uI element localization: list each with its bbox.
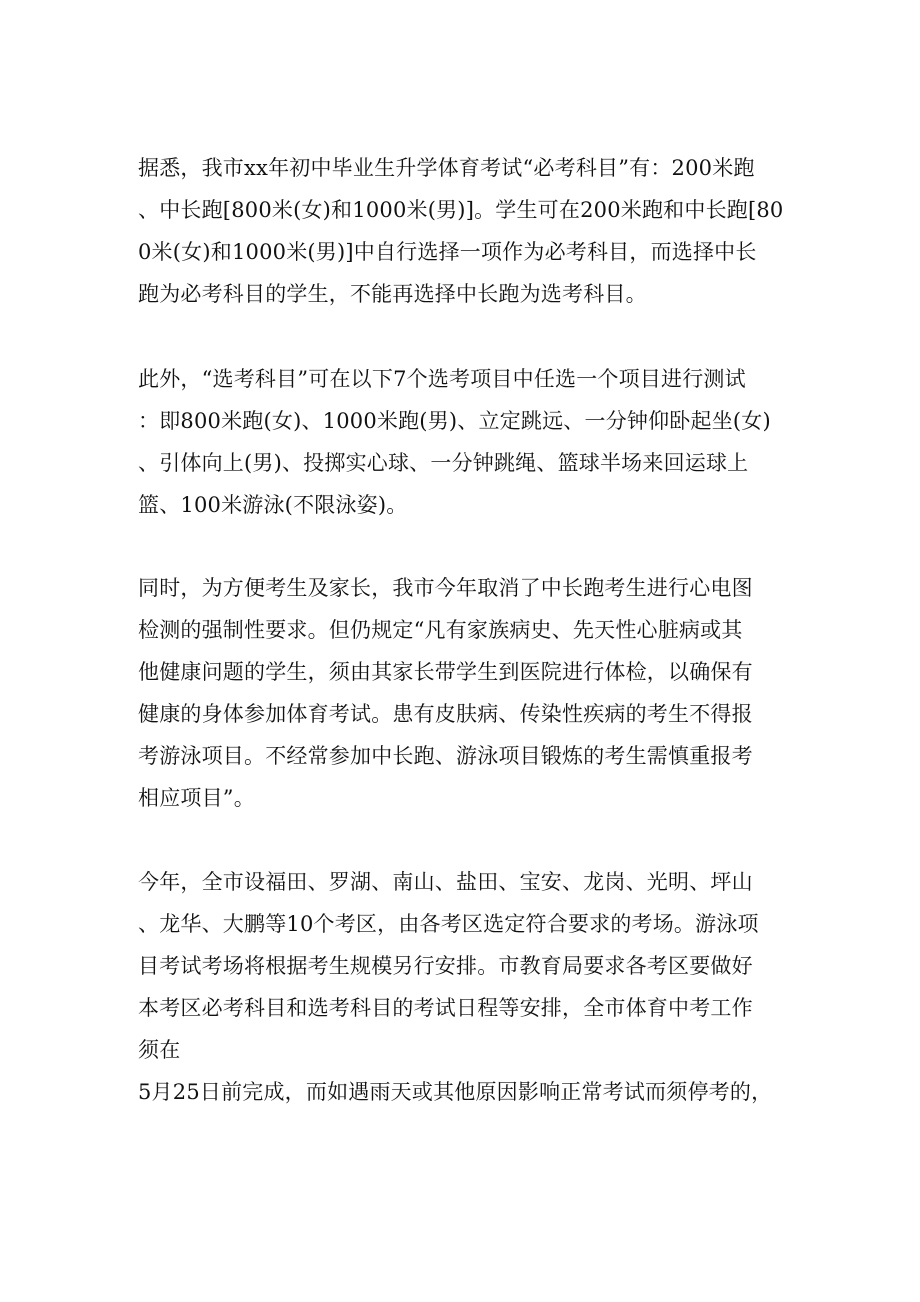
text-line: 0米(女)和1000米(男)]中自行选择一项作为必考科目，而选择中长	[138, 240, 757, 264]
text-line: 考游泳项目。不经常参加中长跑、游泳项目锻炼的考生需慎重报考	[138, 744, 753, 768]
text-line: 据悉，我市xx年初中毕业生升学体育考试“必考科目”有：200米跑	[138, 156, 755, 180]
text-line: 、引体向上(男)、投掷实心球、一分钟跳绳、篮球半场来回运球上	[138, 451, 749, 475]
paragraph-elective-subjects	[138, 358, 783, 526]
text-line: 他健康问题的学生，须由其家长带学生到医院进行体检，以确保有	[138, 660, 753, 684]
text-line: ：即800米跑(女)、1000米跑(男)、立定跳远、一分钟仰卧起坐(女)	[138, 409, 771, 433]
text-line: 健康的身体参加体育考试。患有皮肤病、传染性疾病的考生不得报	[138, 702, 753, 726]
text-line: 、中长跑[800米(女)和1000米(男)]。学生可在200米跑和中长跑[80	[138, 198, 784, 222]
text-line: 目考试考场将根据考生规模另行安排。市教育局要求各考区要做好	[138, 954, 753, 978]
text-line: 跑为必考科目的学生，不能再选择中长跑为选考科目。	[138, 282, 647, 306]
paragraph-exam-districts	[138, 861, 783, 1113]
paragraph-required-subjects	[138, 147, 783, 315]
text-line: 须在	[138, 1038, 181, 1062]
paragraph-health-requirements	[138, 567, 783, 819]
text-line: 今年，全市设福田、罗湖、南山、盐田、宝安、龙岗、光明、坪山	[138, 870, 753, 894]
text-line: 相应项目”。	[138, 786, 255, 810]
text-line: 、龙华、大鹏等10个考区，由各考区选定符合要求的考场。游泳项	[138, 912, 759, 936]
text-line: 本考区必考科目和选考科目的考试日程等安排，全市体育中考工作	[138, 996, 753, 1020]
text-line: 同时，为方便考生及家长，我市今年取消了中长跑考生进行心电图	[138, 576, 753, 600]
text-line: 检测的强制性要求。但仍规定“凡有家族病史、先天性心脏病或其	[138, 618, 743, 642]
text-line: 5月25日前完成，而如遇雨天或其他原因影响正常考试而须停考的，	[138, 1080, 773, 1104]
text-line: 篮、100米游泳(不限泳姿)。	[138, 493, 408, 517]
text-line: 此外，“选考科目”可在以下7个选考项目中任选一个项目进行测试	[138, 367, 746, 391]
